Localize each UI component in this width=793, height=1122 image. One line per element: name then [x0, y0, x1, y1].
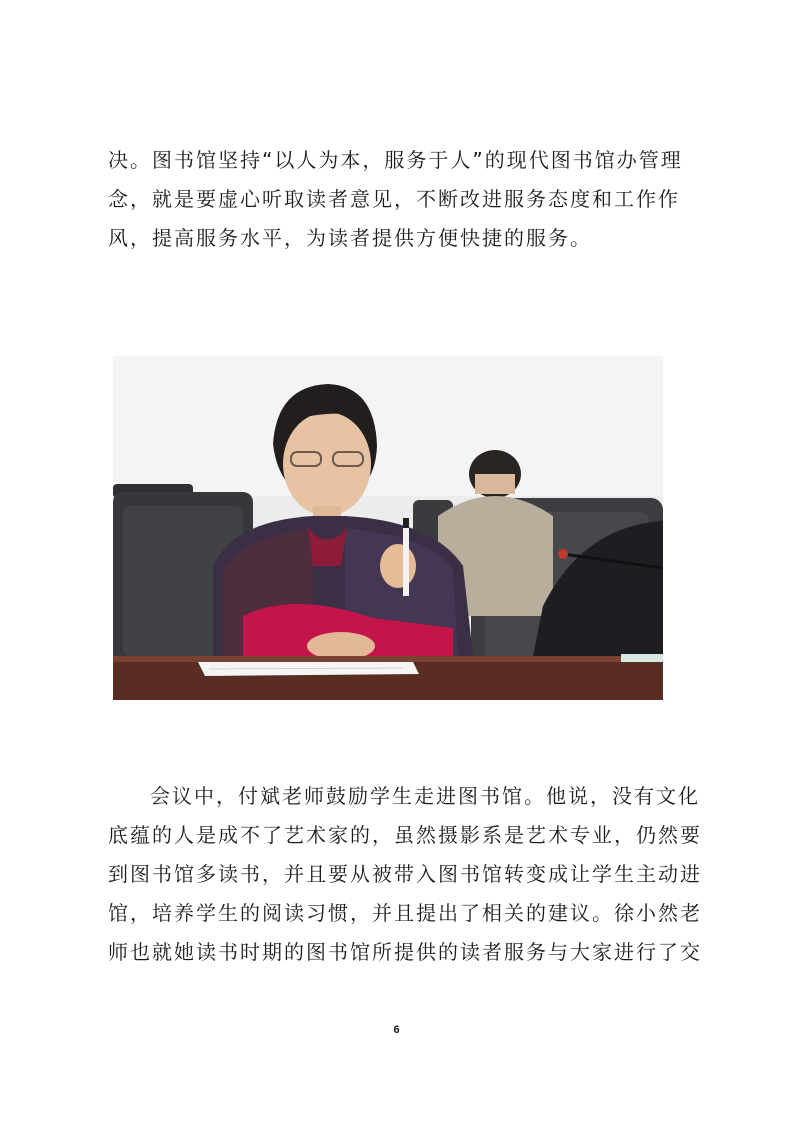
text-line: 风，提高服务水平，为读者提供方便快捷的服务。: [108, 226, 592, 250]
page-number: 6: [393, 1024, 400, 1036]
text-line: 师也就她读书时期的图书馆所提供的读者服务与大家进行了交: [108, 940, 702, 964]
text-line: 馆，培养学生的阅读习惯，并且提出了相关的建议。徐小然老: [108, 901, 702, 925]
meeting-photo: [113, 356, 663, 700]
text-line: 念，就是要虚心听取读者意见，不断改进服务态度和工作作: [108, 187, 680, 211]
paragraph-2: [108, 777, 702, 972]
text-line: 决。图书馆坚持“以人为本，服务于人”的现代图书馆办管理: [108, 148, 683, 172]
text-line: 底蕴的人是成不了艺术家的，虽然摄影系是艺术专业，仍然要: [108, 823, 702, 847]
text-line: 到图书馆多读书，并且要从被带入图书馆转变成让学生主动进: [108, 862, 702, 886]
text-line: 会议中，付斌老师鼓励学生走进图书馆。他说，没有文化: [150, 784, 700, 808]
paragraph-1: [108, 141, 698, 258]
